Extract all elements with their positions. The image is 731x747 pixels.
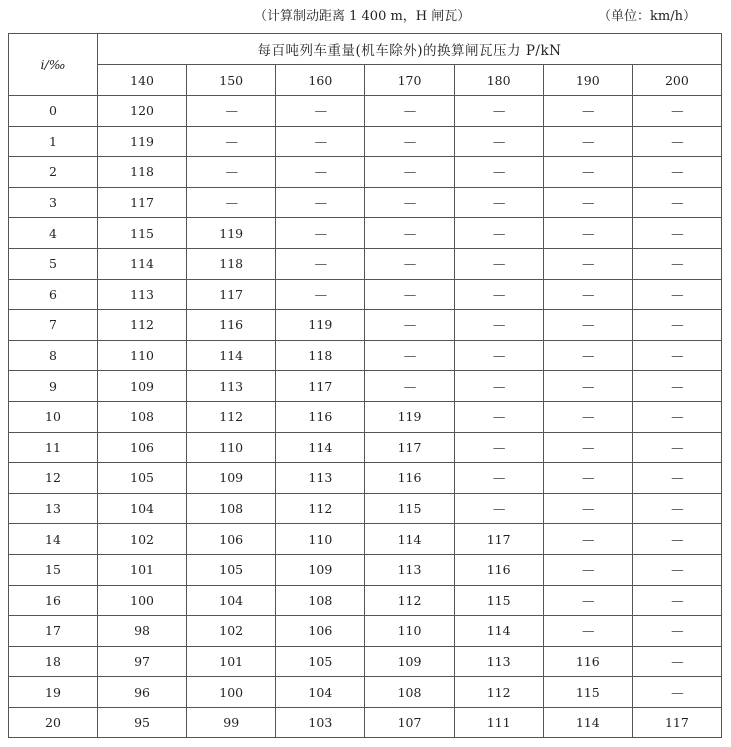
speed-cell: 110 bbox=[187, 432, 276, 463]
speed-cell: — bbox=[276, 126, 365, 157]
speed-cell: 109 bbox=[365, 646, 454, 677]
speed-cell: 105 bbox=[276, 646, 365, 677]
table-row bbox=[9, 340, 722, 371]
speed-cell: — bbox=[543, 340, 632, 371]
speed-cell: — bbox=[543, 187, 632, 218]
speed-cell: 116 bbox=[543, 646, 632, 677]
table-row bbox=[9, 126, 722, 157]
speed-cell: — bbox=[632, 401, 721, 432]
speed-cell: 116 bbox=[187, 310, 276, 341]
speed-cell: 96 bbox=[98, 677, 187, 708]
table-row bbox=[9, 218, 722, 249]
speed-cell: — bbox=[543, 524, 632, 555]
speed-cell: 117 bbox=[454, 524, 543, 555]
speed-cell: 102 bbox=[187, 616, 276, 647]
speed-cell: — bbox=[632, 585, 721, 616]
speed-cell: — bbox=[276, 157, 365, 188]
speed-cell: 114 bbox=[365, 524, 454, 555]
speed-cell: 101 bbox=[187, 646, 276, 677]
speed-cell: 112 bbox=[365, 585, 454, 616]
table-row bbox=[9, 554, 722, 585]
table-row bbox=[9, 401, 722, 432]
speed-cell: — bbox=[632, 218, 721, 249]
speed-cell: — bbox=[543, 493, 632, 524]
gradient-cell: 8 bbox=[9, 340, 98, 371]
speed-cell: — bbox=[632, 677, 721, 708]
table-row bbox=[9, 279, 722, 310]
speed-cell: 113 bbox=[365, 554, 454, 585]
speed-cell: — bbox=[632, 126, 721, 157]
column-header-160: 160 bbox=[276, 65, 365, 96]
speed-cell: — bbox=[632, 187, 721, 218]
speed-cell: 107 bbox=[365, 707, 454, 738]
speed-cell: — bbox=[454, 371, 543, 402]
speed-cell: — bbox=[632, 616, 721, 647]
speed-cell: 117 bbox=[98, 187, 187, 218]
speed-cell: — bbox=[543, 248, 632, 279]
speed-cell: — bbox=[543, 616, 632, 647]
speed-cell: — bbox=[276, 218, 365, 249]
speed-cell: 108 bbox=[98, 401, 187, 432]
gradient-cell: 7 bbox=[9, 310, 98, 341]
table-body bbox=[9, 96, 722, 738]
speed-cell: — bbox=[632, 524, 721, 555]
speed-cell: 110 bbox=[98, 340, 187, 371]
speed-cell: — bbox=[454, 401, 543, 432]
speed-cell: — bbox=[543, 126, 632, 157]
unit-label: （单位：km/h） bbox=[598, 9, 696, 24]
column-header-180: 180 bbox=[454, 65, 543, 96]
table-row bbox=[9, 463, 722, 494]
column-header-200: 200 bbox=[632, 65, 721, 96]
table-row bbox=[9, 616, 722, 647]
gradient-cell: 20 bbox=[9, 707, 98, 738]
table-row bbox=[9, 646, 722, 677]
speed-cell: — bbox=[454, 463, 543, 494]
speed-cell: — bbox=[454, 248, 543, 279]
speed-cell: 114 bbox=[98, 248, 187, 279]
speed-cell: — bbox=[365, 248, 454, 279]
table-title: （计算制动距离 1 400 m，H 闸瓦） bbox=[254, 9, 471, 24]
column-header-170: 170 bbox=[365, 65, 454, 96]
speed-cell: 105 bbox=[98, 463, 187, 494]
speed-cell: — bbox=[632, 248, 721, 279]
speed-cell: 113 bbox=[276, 463, 365, 494]
speed-cell: 100 bbox=[98, 585, 187, 616]
speed-cell: — bbox=[454, 187, 543, 218]
speed-cell: 104 bbox=[276, 677, 365, 708]
gradient-cell: 17 bbox=[9, 616, 98, 647]
speed-cell: — bbox=[187, 157, 276, 188]
speed-cell: 116 bbox=[454, 554, 543, 585]
speed-cell: 119 bbox=[276, 310, 365, 341]
speed-cell: 119 bbox=[365, 401, 454, 432]
table-row bbox=[9, 677, 722, 708]
speed-cell: — bbox=[276, 96, 365, 127]
speed-cell: 118 bbox=[187, 248, 276, 279]
speed-cell: 114 bbox=[454, 616, 543, 647]
speed-cell: — bbox=[276, 279, 365, 310]
speed-cell: — bbox=[632, 493, 721, 524]
speed-cell: — bbox=[632, 554, 721, 585]
speed-cell: — bbox=[543, 401, 632, 432]
speed-cell: 110 bbox=[365, 616, 454, 647]
gradient-cell: 3 bbox=[9, 187, 98, 218]
speed-cell: — bbox=[543, 218, 632, 249]
speed-cell: — bbox=[632, 310, 721, 341]
gradient-cell: 19 bbox=[9, 677, 98, 708]
speed-cell: 117 bbox=[365, 432, 454, 463]
speed-cell: 109 bbox=[187, 463, 276, 494]
column-header-140: 140 bbox=[98, 65, 187, 96]
table-row bbox=[9, 493, 722, 524]
speed-cell: — bbox=[632, 371, 721, 402]
table-row bbox=[9, 524, 722, 555]
gradient-cell: 0 bbox=[9, 96, 98, 127]
gradient-cell: 2 bbox=[9, 157, 98, 188]
speed-cell: — bbox=[454, 96, 543, 127]
gradient-cell: 10 bbox=[9, 401, 98, 432]
speed-cell: 112 bbox=[276, 493, 365, 524]
speed-cell: — bbox=[365, 371, 454, 402]
speed-cell: 102 bbox=[98, 524, 187, 555]
speed-cell: 111 bbox=[454, 707, 543, 738]
speed-cell: 109 bbox=[98, 371, 187, 402]
speed-cell: 116 bbox=[365, 463, 454, 494]
gradient-cell: 15 bbox=[9, 554, 98, 585]
speed-cell: — bbox=[365, 96, 454, 127]
speed-cell: 104 bbox=[98, 493, 187, 524]
speed-cell: 117 bbox=[276, 371, 365, 402]
speed-cell: 103 bbox=[276, 707, 365, 738]
speed-cell: — bbox=[454, 432, 543, 463]
speed-cell: — bbox=[365, 126, 454, 157]
speed-cell: — bbox=[365, 279, 454, 310]
speed-cell: — bbox=[543, 310, 632, 341]
speed-cell: 106 bbox=[276, 616, 365, 647]
speed-cell: — bbox=[454, 340, 543, 371]
speed-cell: — bbox=[543, 585, 632, 616]
speed-cell: 117 bbox=[632, 707, 721, 738]
pressure-column-headers bbox=[9, 65, 722, 96]
speed-cell: 119 bbox=[187, 218, 276, 249]
gradient-cell: 4 bbox=[9, 218, 98, 249]
speed-cell: — bbox=[632, 340, 721, 371]
speed-cell: 108 bbox=[187, 493, 276, 524]
speed-cell: 105 bbox=[187, 554, 276, 585]
table-row bbox=[9, 96, 722, 127]
speed-cell: 118 bbox=[98, 157, 187, 188]
speed-cell: — bbox=[187, 187, 276, 218]
speed-cell: — bbox=[276, 187, 365, 218]
gradient-cell: 12 bbox=[9, 463, 98, 494]
speed-cell: — bbox=[365, 157, 454, 188]
gradient-cell: 9 bbox=[9, 371, 98, 402]
speed-cell: 110 bbox=[276, 524, 365, 555]
column-header-190: 190 bbox=[543, 65, 632, 96]
speed-cell: — bbox=[454, 279, 543, 310]
table-header bbox=[9, 34, 722, 96]
speed-cell: — bbox=[632, 646, 721, 677]
speed-cell: 95 bbox=[98, 707, 187, 738]
speed-cell: — bbox=[543, 554, 632, 585]
brake-speed-table bbox=[8, 33, 722, 738]
table-row bbox=[9, 157, 722, 188]
speed-cell: 112 bbox=[454, 677, 543, 708]
speed-cell: — bbox=[454, 218, 543, 249]
speed-cell: 115 bbox=[98, 218, 187, 249]
speed-cell: 97 bbox=[98, 646, 187, 677]
speed-cell: — bbox=[543, 157, 632, 188]
speed-cell: 119 bbox=[98, 126, 187, 157]
speed-cell: — bbox=[543, 279, 632, 310]
speed-cell: 112 bbox=[187, 401, 276, 432]
table-row bbox=[9, 432, 722, 463]
speed-cell: — bbox=[365, 218, 454, 249]
speed-cell: — bbox=[187, 126, 276, 157]
gradient-cell: 14 bbox=[9, 524, 98, 555]
speed-cell: 115 bbox=[454, 585, 543, 616]
gradient-cell: 11 bbox=[9, 432, 98, 463]
gradient-cell: 18 bbox=[9, 646, 98, 677]
gradient-cell: 13 bbox=[9, 493, 98, 524]
table-row bbox=[9, 707, 722, 738]
speed-cell: — bbox=[454, 493, 543, 524]
gradient-cell: 5 bbox=[9, 248, 98, 279]
speed-cell: — bbox=[632, 279, 721, 310]
speed-cell: — bbox=[632, 96, 721, 127]
speed-cell: 120 bbox=[98, 96, 187, 127]
speed-cell: — bbox=[365, 187, 454, 218]
speed-cell: — bbox=[543, 432, 632, 463]
table-row bbox=[9, 187, 722, 218]
gradient-header: i/‰ bbox=[9, 34, 98, 96]
speed-cell: 99 bbox=[187, 707, 276, 738]
speed-cell: 116 bbox=[276, 401, 365, 432]
speed-cell: 113 bbox=[454, 646, 543, 677]
gradient-cell: 1 bbox=[9, 126, 98, 157]
speed-cell: — bbox=[365, 340, 454, 371]
speed-cell: — bbox=[632, 463, 721, 494]
table-row bbox=[9, 248, 722, 279]
speed-cell: — bbox=[187, 96, 276, 127]
table-row bbox=[9, 585, 722, 616]
speed-cell: 114 bbox=[276, 432, 365, 463]
table-caption bbox=[0, 6, 731, 28]
gradient-cell: 16 bbox=[9, 585, 98, 616]
speed-cell: — bbox=[454, 126, 543, 157]
gradient-cell: 6 bbox=[9, 279, 98, 310]
speed-cell: 108 bbox=[365, 677, 454, 708]
table-row bbox=[9, 371, 722, 402]
table-row bbox=[9, 310, 722, 341]
speed-cell: 101 bbox=[98, 554, 187, 585]
speed-cell: — bbox=[454, 310, 543, 341]
column-header-150: 150 bbox=[187, 65, 276, 96]
speed-cell: 106 bbox=[187, 524, 276, 555]
speed-cell: 113 bbox=[187, 371, 276, 402]
speed-cell: — bbox=[543, 463, 632, 494]
speed-cell: — bbox=[632, 157, 721, 188]
speed-cell: — bbox=[543, 371, 632, 402]
speed-cell: — bbox=[454, 157, 543, 188]
speed-cell: — bbox=[543, 96, 632, 127]
speed-cell: — bbox=[276, 248, 365, 279]
speed-cell: 117 bbox=[187, 279, 276, 310]
speed-cell: 118 bbox=[276, 340, 365, 371]
speed-cell: 100 bbox=[187, 677, 276, 708]
speed-cell: 114 bbox=[543, 707, 632, 738]
speed-cell: 115 bbox=[543, 677, 632, 708]
speed-cell: 112 bbox=[98, 310, 187, 341]
speed-cell: 104 bbox=[187, 585, 276, 616]
speed-cell: — bbox=[365, 310, 454, 341]
speed-cell: 109 bbox=[276, 554, 365, 585]
speed-cell: — bbox=[632, 432, 721, 463]
brake-pressure-group-header: 每百吨列车重量(机车除外)的换算闸瓦压力 P/kN bbox=[98, 34, 722, 65]
speed-cell: 114 bbox=[187, 340, 276, 371]
speed-cell: 108 bbox=[276, 585, 365, 616]
speed-cell: 113 bbox=[98, 279, 187, 310]
speed-cell: 106 bbox=[98, 432, 187, 463]
speed-cell: 115 bbox=[365, 493, 454, 524]
speed-cell: 98 bbox=[98, 616, 187, 647]
